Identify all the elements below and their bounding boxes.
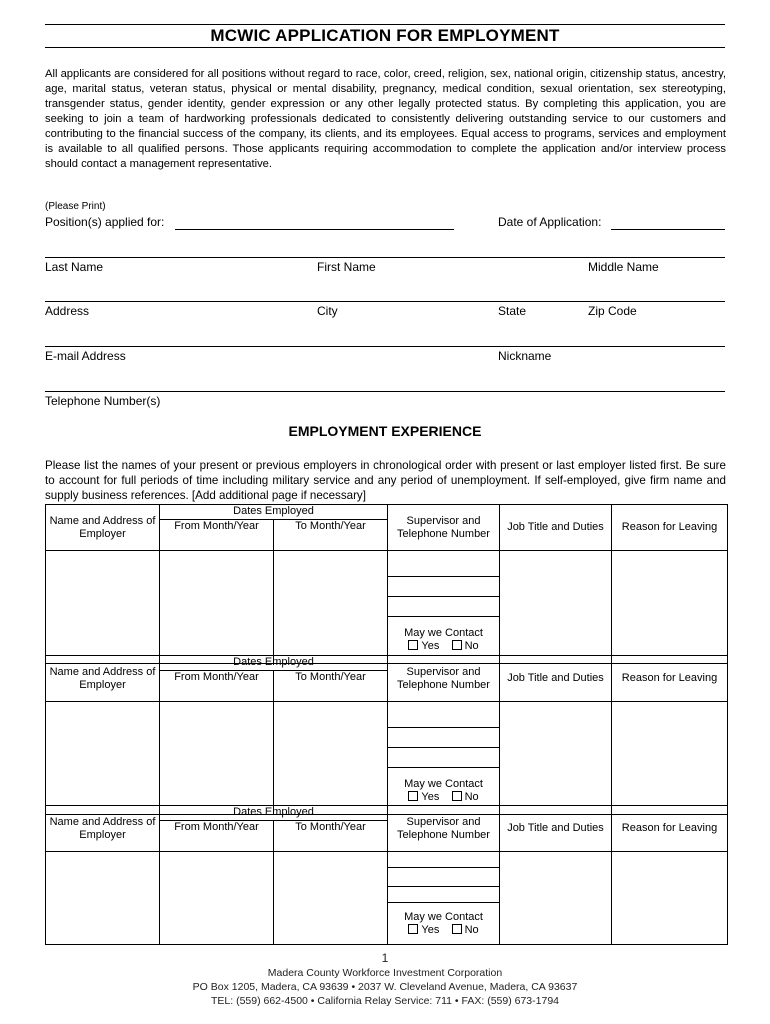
job-title-cell[interactable]: [500, 702, 612, 815]
page-number: 1: [381, 951, 389, 965]
reason-header: Reason for Leaving: [612, 505, 728, 551]
dates-employed-header: Dates Employed: [160, 656, 388, 671]
position-label: Position(s) applied for:: [45, 215, 165, 229]
address-line[interactable]: [45, 301, 725, 302]
reason-header: Reason for Leaving: [612, 656, 728, 702]
job-title-cell[interactable]: [500, 852, 612, 945]
from-header: From Month/Year: [160, 671, 274, 702]
date-of-application-label: Date of Application:: [498, 215, 602, 229]
dates-employed-header: Dates Employed: [160, 806, 388, 821]
contact-yes-checkbox[interactable]: [408, 791, 418, 801]
last-name-label: Last Name: [45, 260, 104, 274]
job-title-cell[interactable]: [500, 551, 612, 664]
contact-yes-label: Yes: [421, 640, 440, 652]
contact-no-label: No: [464, 923, 479, 936]
supervisor-cell[interactable]: [388, 577, 500, 597]
supervisor-cell[interactable]: [388, 551, 500, 577]
title-rule-top: [45, 24, 725, 25]
reason-cell[interactable]: [612, 702, 728, 815]
contact-no-checkbox[interactable]: [452, 791, 462, 801]
contact-yes-checkbox[interactable]: [408, 924, 418, 934]
email-line[interactable]: [45, 346, 725, 347]
position-field[interactable]: [175, 229, 454, 230]
job-title-header: Job Title and Duties: [500, 656, 612, 702]
supervisor-cell[interactable]: [388, 597, 500, 617]
telephone-line[interactable]: [45, 391, 725, 392]
supervisor-header: Supervisor and Telephone Number: [388, 505, 500, 551]
employer-header: Name and Address of Employer: [46, 505, 160, 551]
to-header: To Month/Year: [274, 671, 388, 702]
may-we-contact-label: May we Contact: [404, 910, 483, 923]
employer-cell[interactable]: [46, 852, 160, 945]
contact-yes-checkbox[interactable]: [408, 640, 418, 650]
to-header: To Month/Year: [274, 821, 388, 852]
footer-address: PO Box 1205, Madera, CA 93639 • 2037 W. Cleveland Avenue, Madera, CA 93637: [192, 981, 578, 993]
employer-header: Name and Address of Employer: [46, 656, 160, 702]
from-header: From Month/Year: [160, 520, 274, 551]
email-label: E-mail Address: [45, 349, 126, 363]
title-rule-bottom: [45, 47, 725, 48]
dates-employed-header: Dates Employed: [160, 505, 388, 520]
supervisor-header: Supervisor and Telephone Number: [388, 656, 500, 702]
employer-cell[interactable]: [46, 702, 160, 815]
from-cell[interactable]: [160, 702, 274, 815]
supervisor-cell[interactable]: [388, 748, 500, 768]
page-title: MCWIC APPLICATION FOR EMPLOYMENT: [210, 26, 560, 45]
name-line[interactable]: [45, 257, 725, 258]
contact-yes-label: Yes: [421, 923, 440, 936]
may-we-contact-label: May we Contact: [404, 627, 483, 639]
nickname-label: Nickname: [498, 349, 552, 363]
telephone-label: Telephone Number(s): [45, 394, 161, 408]
supervisor-cell[interactable]: [388, 868, 500, 887]
contact-yes-label: Yes: [421, 791, 440, 803]
employment-heading: EMPLOYMENT EXPERIENCE: [288, 423, 482, 439]
job-title-header: Job Title and Duties: [500, 505, 612, 551]
from-cell[interactable]: [160, 852, 274, 945]
contact-no-checkbox[interactable]: [452, 924, 462, 934]
intro-paragraph: All applicants are considered for all positions without regard to race, color, creed, religion, sex, national origin, citizenship status, ancestry, age, marital status, veteran status, physical or mental disability, pregnancy, medical condition, sexual orientation, sex stereotyping, transgender status, gender identity, gender expression or any other legally protected status. By completing this application, you are seeking to join a team of hardworking professionals dedicated to consistently delivering outstanding service to our customers and contributing to the financial success of the company, its clients, and its employees. Equal access to programs, services and employment is available to all qualified persons. Those applicants requiring accommodation to complete the application and/or interview process should contact a management representative.: [45, 68, 726, 170]
state-label: State: [498, 304, 527, 318]
from-header: From Month/Year: [160, 821, 274, 852]
to-cell[interactable]: [274, 702, 388, 815]
employment-instructions: Please list the names of your present or previous employers in chronological order with present or last employer listed first. Be sure to account for full periods of time including military service and any period of unemployment. If self-employed, give firm name and supply business references. [Add additional page if necessary]: [45, 459, 726, 502]
middle-name-label: Middle Name: [588, 260, 659, 274]
reason-cell[interactable]: [612, 551, 728, 664]
may-we-contact-label: May we Contact: [404, 778, 483, 790]
to-cell[interactable]: [274, 852, 388, 945]
employer-cell[interactable]: [46, 551, 160, 664]
first-name-label: First Name: [317, 260, 376, 274]
contact-no-checkbox[interactable]: [452, 640, 462, 650]
date-of-application-field[interactable]: [611, 229, 725, 230]
footer-contact: TEL: (559) 662-4500 • California Relay Service: 711 • FAX: (559) 673-1794: [210, 995, 559, 1007]
may-we-contact-cell: [388, 903, 500, 945]
employer-table-2: [45, 655, 728, 815]
to-header: To Month/Year: [274, 520, 388, 551]
address-label: Address: [45, 304, 90, 318]
to-cell[interactable]: [274, 551, 388, 664]
please-print-note: (Please Print): [45, 201, 106, 212]
footer-org: Madera County Workforce Investment Corporation: [267, 967, 503, 979]
reason-cell[interactable]: [612, 852, 728, 945]
zip-code-label: Zip Code: [588, 304, 637, 318]
from-cell[interactable]: [160, 551, 274, 664]
supervisor-cell[interactable]: [388, 887, 500, 903]
supervisor-cell[interactable]: [388, 702, 500, 728]
contact-no-label: No: [464, 791, 479, 803]
employer-header: Name and Address of Employer: [46, 806, 160, 852]
supervisor-header: Supervisor and Telephone Number: [388, 806, 500, 852]
city-label: City: [317, 304, 338, 318]
contact-no-label: No: [464, 640, 479, 652]
reason-header: Reason for Leaving: [612, 806, 728, 852]
supervisor-cell[interactable]: [388, 728, 500, 748]
job-title-header: Job Title and Duties: [500, 806, 612, 852]
employer-table-1: [45, 504, 728, 664]
supervisor-cell[interactable]: [388, 852, 500, 868]
employer-table-3: [45, 805, 728, 945]
